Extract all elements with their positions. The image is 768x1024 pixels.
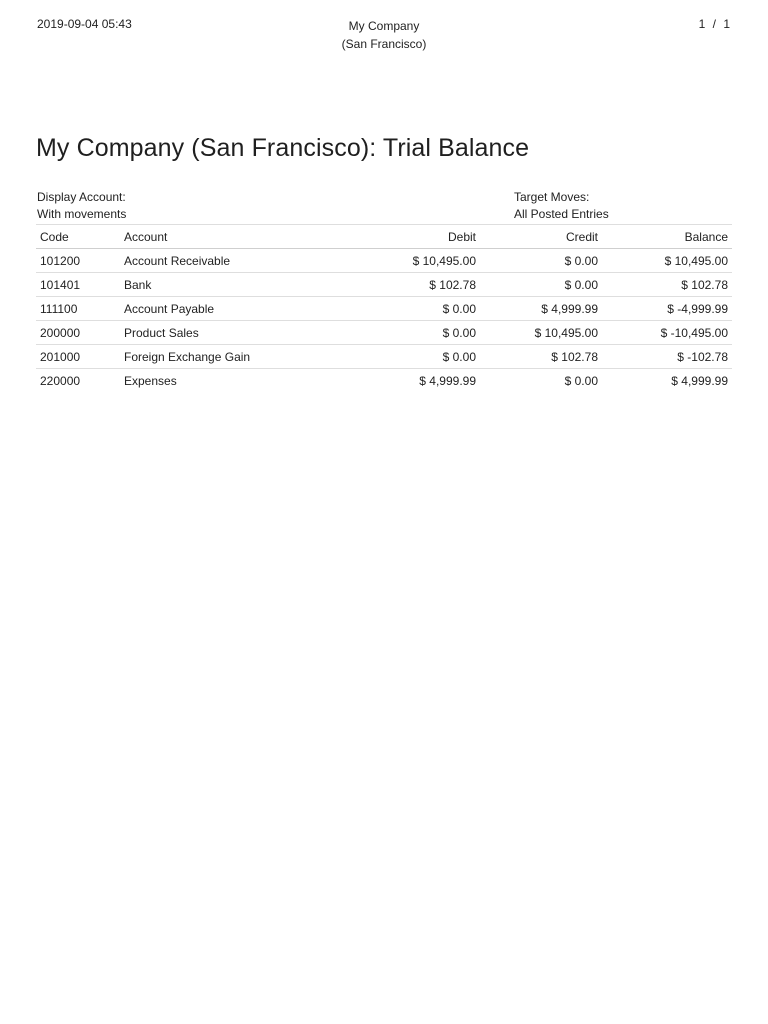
cell-account: Product Sales [120, 321, 320, 345]
cell-debit: $ 4,999.99 [320, 369, 480, 393]
cell-code: 220000 [36, 369, 120, 393]
trial-balance-table [36, 224, 732, 393]
print-datetime: 2019-09-04 05:43 [37, 17, 132, 31]
column-header-account: Account [120, 225, 320, 249]
target-moves-filter [514, 189, 609, 223]
column-header-debit: Debit [320, 225, 480, 249]
cell-debit: $ 10,495.00 [320, 249, 480, 273]
cell-account: Foreign Exchange Gain [120, 345, 320, 369]
header-company [284, 17, 484, 53]
table-row [36, 297, 732, 321]
header-company-location: (San Francisco) [341, 37, 427, 51]
header-company-name: My Company [348, 19, 420, 33]
cell-balance: $ -102.78 [602, 345, 732, 369]
cell-account: Expenses [120, 369, 320, 393]
cell-balance: $ 10,495.00 [602, 249, 732, 273]
table-row [36, 345, 732, 369]
cell-code: 201000 [36, 345, 120, 369]
cell-credit: $ 10,495.00 [480, 321, 602, 345]
report-title: My Company (San Francisco): Trial Balance [36, 134, 530, 162]
cell-account: Account Receivable [120, 249, 320, 273]
target-moves-value: All Posted Entries [514, 207, 609, 221]
cell-debit: $ 102.78 [320, 273, 480, 297]
display-account-value: With movements [37, 207, 127, 221]
cell-debit: $ 0.00 [320, 345, 480, 369]
cell-credit: $ 4,999.99 [480, 297, 602, 321]
cell-balance: $ -10,495.00 [602, 321, 732, 345]
column-header-credit: Credit [480, 225, 602, 249]
cell-account: Bank [120, 273, 320, 297]
cell-balance: $ 4,999.99 [602, 369, 732, 393]
cell-debit: $ 0.00 [320, 297, 480, 321]
display-account-filter [37, 189, 126, 223]
target-moves-label: Target Moves: [514, 190, 590, 204]
table-row [36, 369, 732, 393]
cell-debit: $ 0.00 [320, 321, 480, 345]
cell-code: 101401 [36, 273, 120, 297]
column-header-code: Code [36, 225, 120, 249]
table-row [36, 273, 732, 297]
display-account-label: Display Account: [37, 190, 126, 204]
cell-credit: $ 0.00 [480, 273, 602, 297]
table-header-row [36, 225, 732, 249]
cell-balance: $ -4,999.99 [602, 297, 732, 321]
table-row [36, 249, 732, 273]
table-row [36, 321, 732, 345]
cell-account: Account Payable [120, 297, 320, 321]
page-indicator: 1 / 1 [698, 17, 730, 31]
column-header-balance: Balance [602, 225, 732, 249]
cell-balance: $ 102.78 [602, 273, 732, 297]
cell-code: 101200 [36, 249, 120, 273]
cell-code: 200000 [36, 321, 120, 345]
cell-credit: $ 102.78 [480, 345, 602, 369]
cell-credit: $ 0.00 [480, 249, 602, 273]
cell-credit: $ 0.00 [480, 369, 602, 393]
cell-code: 111100 [36, 297, 120, 321]
